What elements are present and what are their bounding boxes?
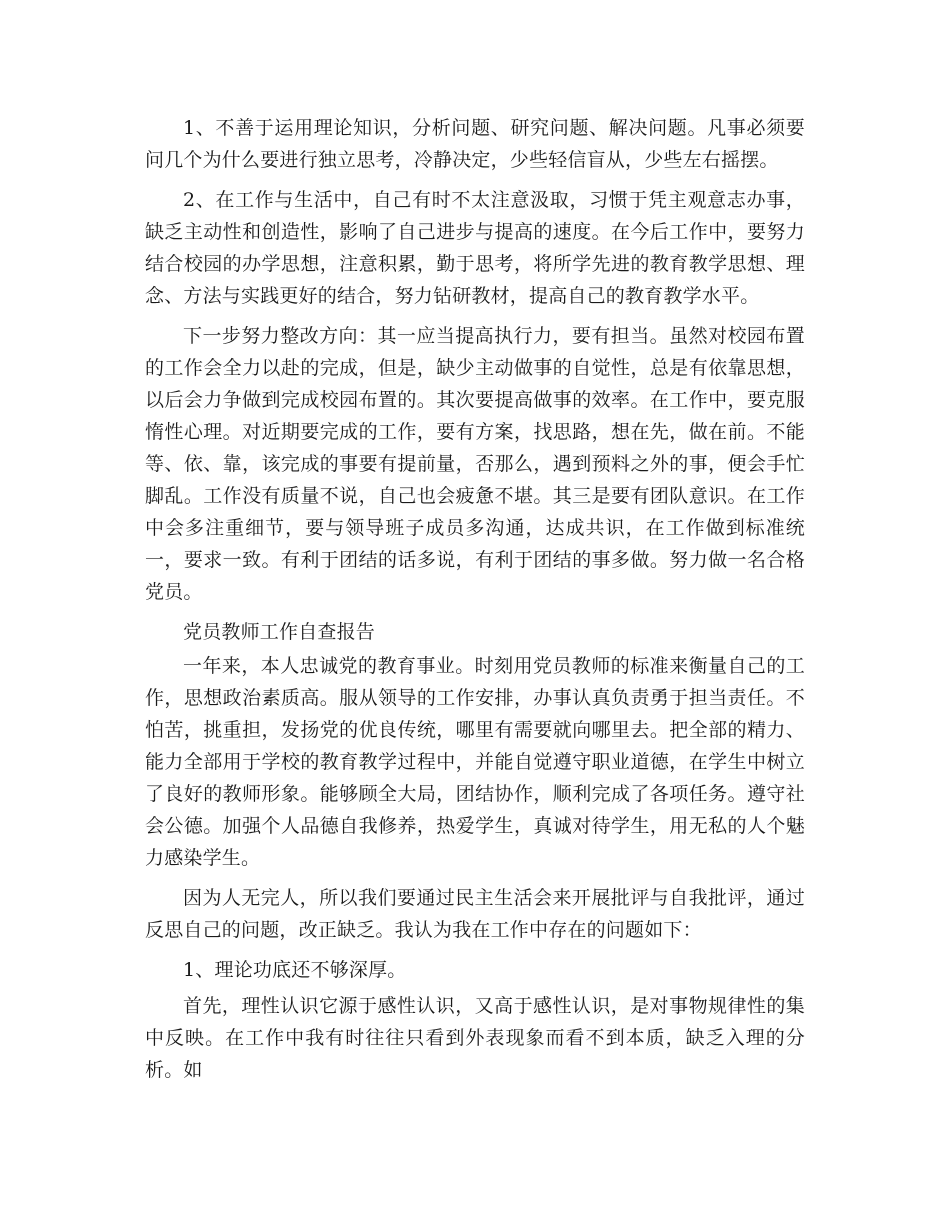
section-title: 党员教师工作自查报告 <box>183 621 376 643</box>
paragraph-rational-cognition: 首先，理性认识它源于感性认识，又高于感性认识，是对事物规律性的集中反映。在工作中我有时往往只看到外表现象而看不到本质，缺乏入理的分析。如 <box>145 995 805 1081</box>
paragraph-issue-1: 1、理论功底还不够深厚。 <box>183 959 407 981</box>
document-body <box>145 112 805 1094</box>
paragraph-theory-knowledge: 1、不善于运用理论知识，分析问题、研究问题、解决问题。凡事必须要问几个为什么要进行独立思考，冷静决定，少些轻信盲从，少些左右摇摆。 <box>145 117 805 171</box>
paragraph-criticism: 因为人无完人，所以我们要通过民主生活会来开展批评与自我批评，通过反思自己的问题，改正缺乏。我认为我在工作中存在的问题如下： <box>145 887 805 941</box>
paragraph-self-review: 一年来，本人忠诚党的教育事业。时刻用党员教师的标准来衡量自己的工作，思想政治素质高。服从领导的工作安排，办事认真负责勇于担当责任。不怕苦，挑重担，发扬党的优良传统，哪里有需要就向哪里去。把全部的精力、能力全部用于学校的教育教学过程中，并能自觉遵守职业道德，在学生中树立了良好的教师形象。能够顾全大局，团结协作，顺利完成了各项任务。遵守社会公德。加强个人品德自我修养，热爱学生，真诚对待学生，用无私的人个魅力感染学生。 <box>145 655 805 869</box>
paragraph-work-and-life: 2、在工作与生活中，自己有时不太注意汲取，习惯于凭主观意志办事，缺乏主动性和创造性，影响了自己进步与提高的速度。在今后工作中，要努力结合校园的办学思想，注意积累，勤于思考，将所学先进的教育教学思想、理念、方法与实践更好的结合，努力钻研教材，提高自己的教育教学水平。 <box>145 189 805 307</box>
paragraph-rectification-direction: 下一步努力整改方向：其一应当提高执行力，要有担当。虽然对校园布置的工作会全力以赴的完成，但是，缺少主动做事的自觉性，总是有依靠思想，以后会力争做到完成校园布置的。其次要提高做事的效率。在工作中，要克服惰性心理。对近期要完成的工作，要有方案，找思路，想在先，做在前。不能等、依、靠，该完成的事要有提前量，否那么，遇到预料之外的事，便会手忙脚乱。工作没有质量不说，自己也会疲惫不堪。其三是要有团队意识。在工作中会多注重细节，要与领导班子成员多沟通，达成共识，在工作做到标准统一，要求一致。有利于团结的话多说，有利于团结的事多做。努力做一名合格党员。 <box>145 325 805 603</box>
